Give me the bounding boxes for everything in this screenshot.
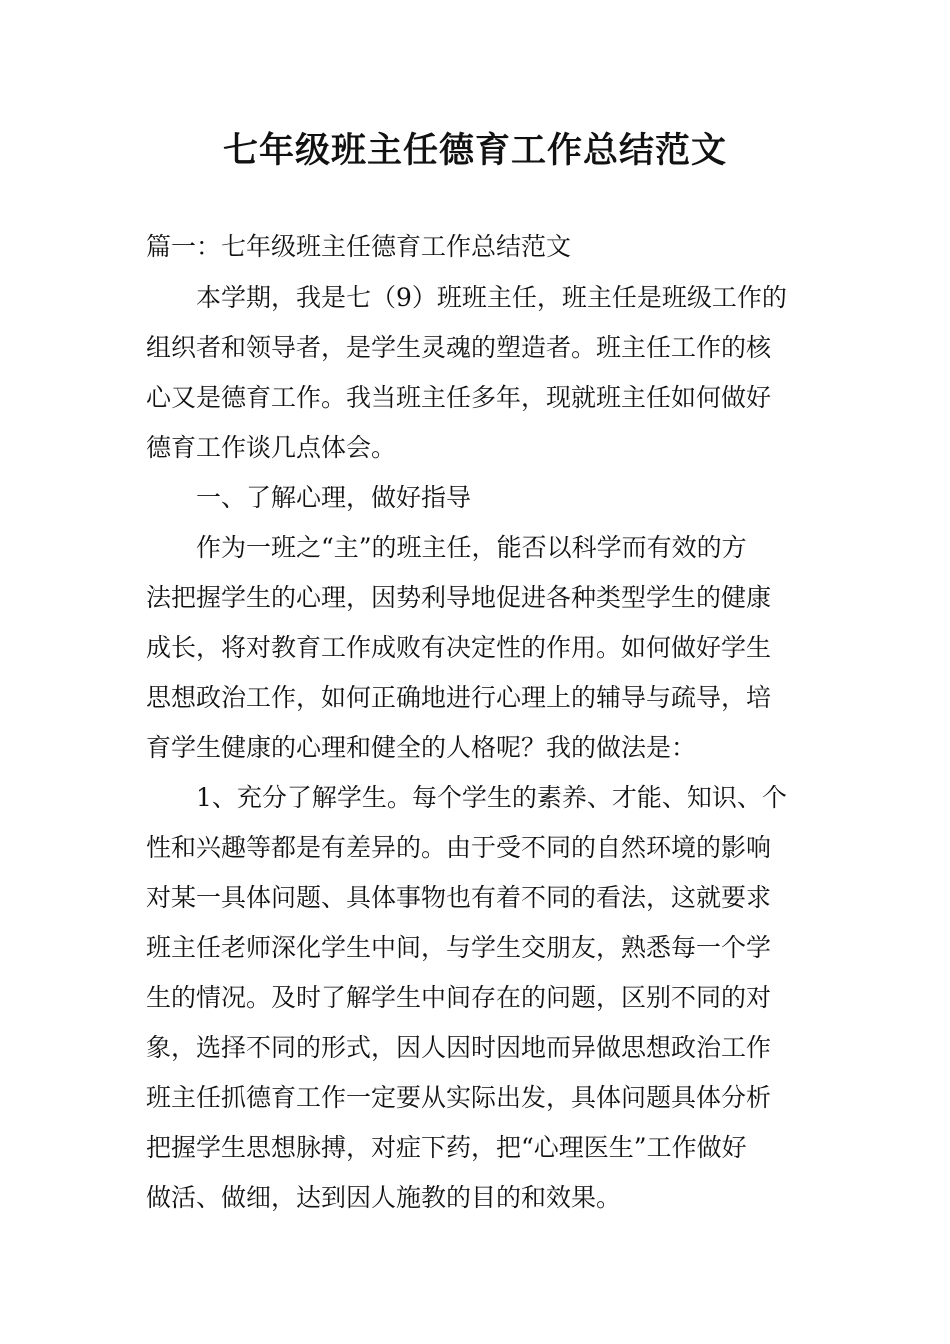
section-heading: 篇一：七年级班主任德育工作总结范文 — [146, 232, 572, 261]
paragraph-line: 作为一班之“主”的班主任，能否以科学而有效的方 — [196, 533, 747, 562]
paragraph-line: 性和兴趣等都是有差异的。由于受不同的自然环境的影响 — [146, 833, 772, 862]
subheading: 一、了解心理，做好指导 — [196, 483, 472, 512]
paragraph-line: 象，选择不同的形式，因人因时因地而异做思想政治工作 — [146, 1033, 772, 1062]
paragraph-line: 成长，将对教育工作成败有决定性的作用。如何做好学生 — [146, 633, 772, 662]
paragraph-line: 本学期，我是七（9）班班主任，班主任是班级工作的 — [196, 283, 787, 312]
paragraph-line: 对某一具体问题、具体事物也有着不同的看法，这就要求 — [146, 883, 772, 912]
paragraph-line: 做活、做细，达到因人施教的目的和效果。 — [146, 1183, 622, 1212]
paragraph-line: 1、充分了解学生。每个学生的素养、才能、知识、个 — [196, 783, 787, 812]
paragraph-line: 思想政治工作，如何正确地进行心理上的辅导与疏导，培 — [146, 683, 772, 712]
paragraph-line: 班主任抓德育工作一定要从实际出发，具体问题具体分析 — [146, 1083, 772, 1112]
document-title: 七年级班主任德育工作总结范文 — [222, 131, 727, 171]
paragraph-line: 心又是德育工作。我当班主任多年，现就班主任如何做好 — [146, 383, 772, 412]
paragraph-line: 把握学生思想脉搏，对症下药，把“心理医生”工作做好 — [146, 1133, 747, 1162]
paragraph-line: 班主任老师深化学生中间，与学生交朋友，熟悉每一个学 — [146, 933, 772, 962]
paragraph-line: 组织者和领导者，是学生灵魂的塑造者。班主任工作的核 — [146, 333, 772, 362]
paragraph-line: 育学生健康的心理和健全的人格呢？我的做法是： — [146, 733, 697, 762]
paragraph-line: 生的情况。及时了解学生中间存在的问题，区别不同的对 — [146, 983, 772, 1012]
paragraph-line: 德育工作谈几点体会。 — [146, 433, 397, 462]
paragraph-line: 法把握学生的心理，因势利导地促进各种类型学生的健康 — [146, 583, 772, 612]
